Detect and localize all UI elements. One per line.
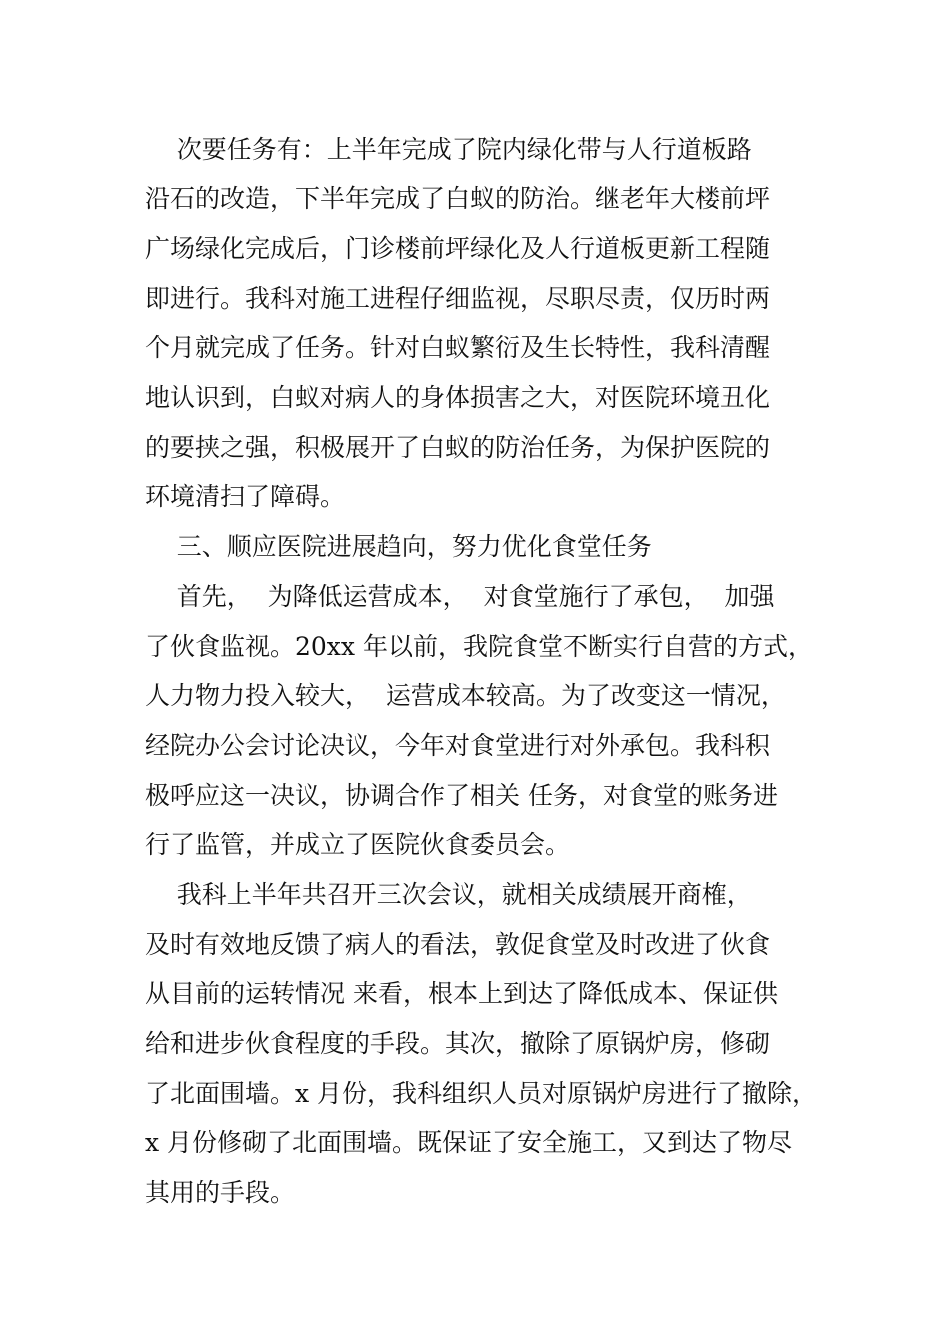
text-line: 了北面围墙。x 月份，我科组织人员对原锅炉房进行了撤除， bbox=[145, 1079, 818, 1108]
text-line: 我科上半年共召开三次会议，就相关成绩展开商榷， bbox=[145, 880, 752, 909]
text-line: x 月份修砌了北面围墙。既保证了安全施工，又到达了物尽 bbox=[145, 1128, 793, 1157]
text-line: 给和进步伙食程度的手段。其次，撤除了原锅炉房，修砌 bbox=[145, 1029, 771, 1058]
text-line: 广场绿化完成后，门诊楼前坪绿化及人行道板更新工程随 bbox=[145, 234, 771, 263]
text-line: 的要挟之强，积极展开了白蚁的防治任务，为保护医院的 bbox=[145, 433, 771, 462]
text-line: 次要任务有：上半年完成了院内绿化带与人行道板路 bbox=[145, 135, 752, 164]
text-line: 及时有效地反馈了病人的看法，敦促食堂及时改进了伙食 bbox=[145, 930, 771, 959]
text-line: 地认识到，白蚁对病人的身体损害之大，对医院环境丑化 bbox=[145, 383, 771, 412]
text-line: 其用的手段。 bbox=[145, 1178, 296, 1207]
text-line: 从目前的运转情况 来看，根本上到达了降低成本、保证供 bbox=[145, 979, 778, 1008]
text-line: 首先， 为降低运营成本， 对食堂施行了承包， 加强 bbox=[145, 582, 775, 611]
text-line: 了伙食监视。20xx 年以前，我院食堂不断实行自营的方式， bbox=[145, 632, 813, 661]
text-line: 个月就完成了任务。针对白蚁繁衍及生长特性，我科清醒 bbox=[145, 333, 771, 362]
text-line: 极呼应这一决议，协调合作了相关 任务，对食堂的账务进 bbox=[145, 781, 778, 810]
section-heading: 三、顺应医院进展趋向，努力优化食堂任务 bbox=[145, 532, 652, 561]
text-line: 行了监管，并成立了医院伙食委员会。 bbox=[145, 830, 571, 859]
text-line: 经院办公会讨论决议，今年对食堂进行对外承包。我科积 bbox=[145, 731, 771, 760]
text-line: 即进行。我科对施工进程仔细监视，尽职尽责，仅历时两 bbox=[145, 284, 771, 313]
text-line: 人力物力投入较大， 运营成本较高。为了改变这一情况， bbox=[145, 681, 786, 710]
text-line: 沿石的改造，下半年完成了白蚁的防治。继老年大楼前坪 bbox=[145, 184, 771, 213]
text-line: 环境清扫了障碍。 bbox=[145, 482, 346, 511]
